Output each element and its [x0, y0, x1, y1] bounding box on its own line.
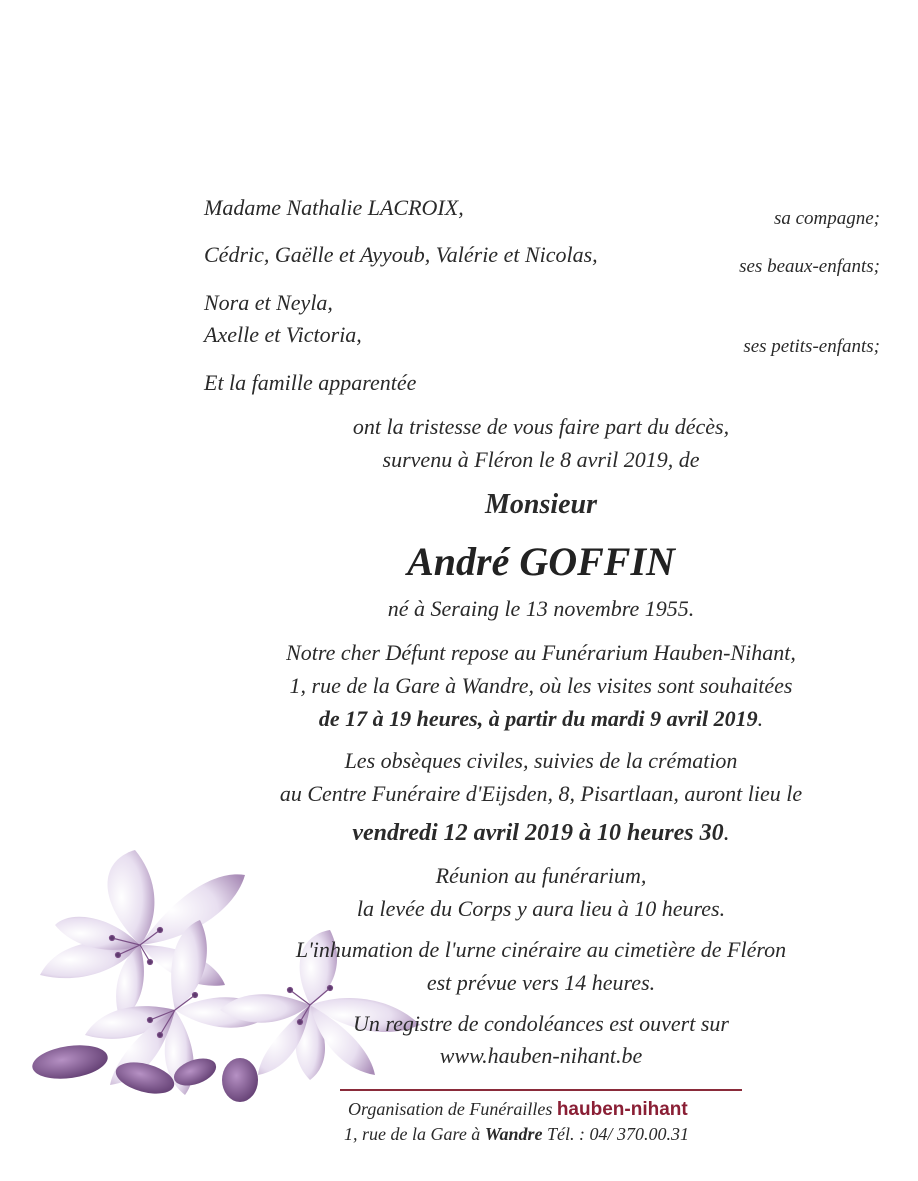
visitation-times: de 17 à 19 heures, à partir du mardi 9 avril 2019	[318, 706, 758, 731]
announcement-line1: ont la tristesse de vous faire part du décès,	[352, 414, 730, 439]
deceased-name: André GOFFIN	[407, 539, 675, 584]
urn-line2: est prévue vers 14 heures.	[426, 970, 656, 995]
ceremony-date: vendredi 12 avril 2019 à 10 heures 30	[352, 820, 724, 846]
ceremony-period: .	[723, 820, 730, 846]
birth-line: né à Seraing le 13 novembre 1955.	[387, 596, 695, 621]
ceremony-line1: Les obsèques civiles, suivies de la crémation	[344, 748, 738, 773]
visitation-line1: Notre cher Défunt repose au Funérarium Hauben-Nihant,	[286, 640, 796, 665]
visitation-line2: 1, rue de la Gare à Wandre, où les visites sont souhaitées	[289, 673, 793, 698]
footer-phone: Tél. : 04/ 370.00.31	[547, 1124, 689, 1144]
companion-name: Madame Nathalie LACROIX,	[204, 195, 464, 220]
gathering-line1: Réunion au funérarium,	[435, 863, 647, 888]
condolences-link[interactable]: www.hauben-nihant.be	[439, 1043, 643, 1068]
footer-org-line	[348, 1099, 688, 1121]
urn-line1: L'inhumation de l'urne cinéraire au cimetière de Fléron	[295, 937, 787, 962]
brand-logo: hauben-nihant	[556, 1099, 688, 1120]
footer-address-start: 1, rue de la Gare à	[344, 1124, 481, 1144]
stepchildren-role: ses beaux-enfants;	[739, 256, 880, 277]
condolences-line1: Un registre de condoléances est ouvert sur	[353, 1011, 729, 1036]
visitation-line3	[160, 706, 918, 732]
gathering-line2: la levée du Corps y aura lieu à 10 heures.	[356, 896, 726, 921]
visitation-period: .	[757, 706, 764, 731]
grandchildren-role: ses petits-enfants;	[743, 336, 880, 357]
stepchildren-names: Cédric, Gaëlle et Ayyoub, Valérie et Nicolas,	[204, 242, 598, 267]
grandchildren-line1: Nora et Neyla,	[204, 290, 333, 315]
relatives-line: Et la famille apparentée	[204, 370, 417, 395]
grandchildren-line2: Axelle et Victoria,	[204, 322, 362, 347]
ceremony-line2: au Centre Funéraire d'Eijsden, 8, Pisartlaan, auront lieu le	[279, 781, 803, 806]
announcement-line2: survenu à Fléron le 8 avril 2019, de	[382, 447, 700, 472]
footer-org-label: Organisation de Funérailles	[348, 1099, 553, 1119]
companion-role: sa compagne;	[773, 208, 880, 229]
footer-divider	[340, 1089, 742, 1091]
footer-address-city: Wandre	[484, 1124, 543, 1144]
deceased-title: Monsieur	[484, 489, 598, 520]
footer-address-line	[344, 1124, 689, 1145]
